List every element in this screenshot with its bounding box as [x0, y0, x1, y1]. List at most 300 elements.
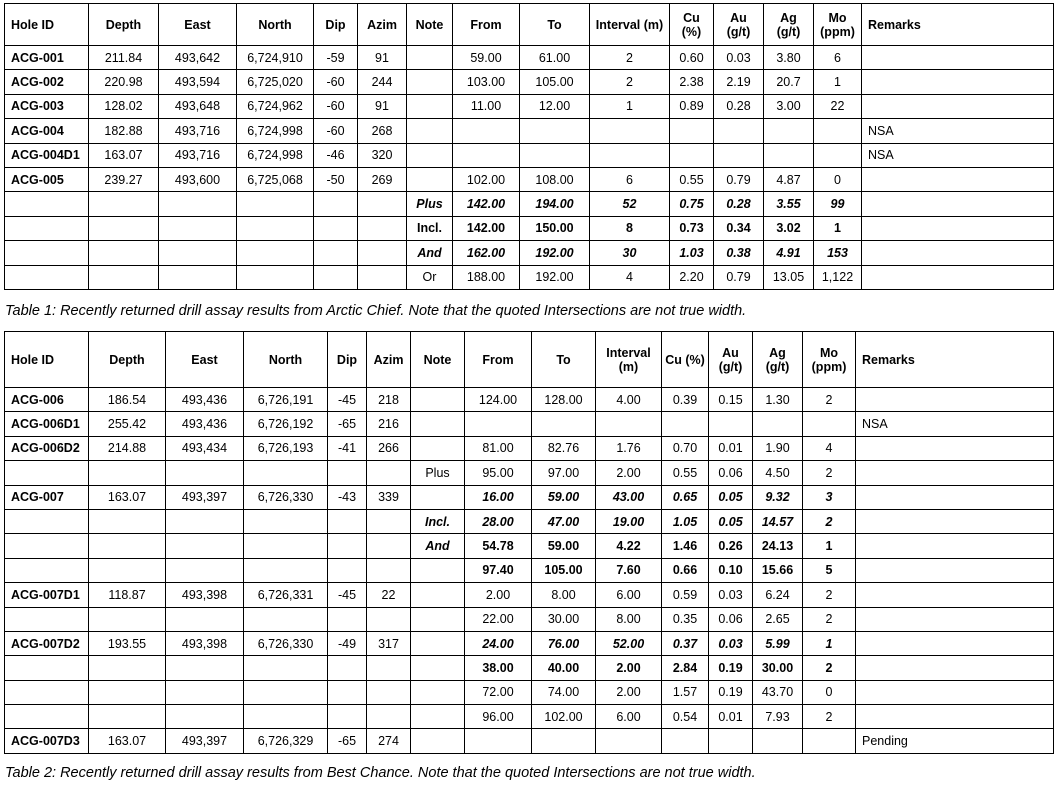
cell-depth: [89, 558, 166, 582]
cell-ag: 3.00: [764, 94, 814, 118]
cell-depth: 239.27: [89, 167, 159, 191]
cell-cu: 0.73: [670, 216, 714, 240]
cell-depth: 128.02: [89, 94, 159, 118]
table-header-row: [5, 4, 1054, 46]
cell-to: 102.00: [532, 705, 596, 729]
col-header-mo: Mo (ppm): [803, 332, 856, 388]
cell-cu: 1.05: [662, 509, 709, 533]
col-header-east: East: [166, 332, 244, 388]
cell-azim: [358, 241, 407, 265]
cell-interval: 1: [590, 94, 670, 118]
col-header-interval: Interval (m): [590, 4, 670, 46]
cell-east: 493,716: [159, 143, 237, 167]
cell-au: 0.79: [714, 265, 764, 289]
cell-north: 6,726,331: [244, 583, 328, 607]
cell-east: [166, 534, 244, 558]
cell-remarks: [856, 680, 1054, 704]
cell-from: [465, 412, 532, 436]
cell-note: [411, 607, 465, 631]
cell-depth: 214.88: [89, 436, 166, 460]
cell-hole: [5, 558, 89, 582]
cell-to: 74.00: [532, 680, 596, 704]
cell-cu: [662, 729, 709, 753]
col-header-from: From: [465, 332, 532, 388]
table-row: [5, 412, 1054, 436]
table-1-caption: Table 1: Recently returned drill assay results from Arctic Chief. Note that the quoted Intersections are not true width.: [5, 303, 747, 319]
cell-east: [159, 265, 237, 289]
cell-mo: 6: [814, 46, 862, 70]
table-row: [5, 216, 1054, 240]
cell-note: [411, 388, 465, 412]
cell-ag: 3.55: [764, 192, 814, 216]
cell-hole: [5, 241, 89, 265]
cell-hole: ACG-002: [5, 70, 89, 94]
table-row: [5, 583, 1054, 607]
cell-note: Incl.: [411, 509, 465, 533]
cell-cu: [670, 119, 714, 143]
cell-dip: [314, 265, 358, 289]
cell-to: [532, 729, 596, 753]
cell-au: 0.05: [709, 509, 753, 533]
cell-cu: 0.54: [662, 705, 709, 729]
table-row: [5, 192, 1054, 216]
cell-remarks: [856, 583, 1054, 607]
cell-interval: 6.00: [596, 583, 662, 607]
cell-from: 124.00: [465, 388, 532, 412]
cell-mo: 2: [803, 656, 856, 680]
cell-north: 6,725,068: [237, 167, 314, 191]
cell-au: 0.10: [709, 558, 753, 582]
cell-interval: 6.00: [596, 705, 662, 729]
cell-remarks: [856, 705, 1054, 729]
cell-azim: 320: [358, 143, 407, 167]
table-row: [5, 388, 1054, 412]
cell-depth: [89, 705, 166, 729]
cell-au: 0.03: [709, 583, 753, 607]
cell-dip: -41: [328, 436, 367, 460]
cell-ag: 5.99: [753, 631, 803, 655]
cell-ag: 30.00: [753, 656, 803, 680]
cell-azim: 339: [367, 485, 411, 509]
cell-au: 0.19: [709, 680, 753, 704]
cell-note: [411, 412, 465, 436]
cell-hole: [5, 461, 89, 485]
cell-east: [166, 509, 244, 533]
cell-ag: [764, 143, 814, 167]
cell-note: Or: [407, 265, 453, 289]
cell-dip: -60: [314, 94, 358, 118]
cell-north: [244, 461, 328, 485]
cell-mo: 0: [803, 680, 856, 704]
cell-au: 0.19: [709, 656, 753, 680]
table-row: [5, 485, 1054, 509]
cell-remarks: [862, 167, 1054, 191]
cell-remarks: [856, 509, 1054, 533]
cell-interval: 19.00: [596, 509, 662, 533]
cell-note: [411, 583, 465, 607]
cell-ag: 4.87: [764, 167, 814, 191]
cell-remarks: [862, 46, 1054, 70]
cell-hole: [5, 534, 89, 558]
col-header-azim: Azim: [358, 4, 407, 46]
cell-from: 142.00: [453, 216, 520, 240]
col-header-interval: Interval (m): [596, 332, 662, 388]
cell-north: [244, 705, 328, 729]
cell-east: [166, 705, 244, 729]
cell-azim: [367, 680, 411, 704]
cell-dip: -60: [314, 119, 358, 143]
col-header-from: From: [453, 4, 520, 46]
cell-au: 0.26: [709, 534, 753, 558]
table-row: [5, 167, 1054, 191]
cell-azim: 268: [358, 119, 407, 143]
col-header-hole-id: Hole ID: [5, 4, 89, 46]
cell-ag: 14.57: [753, 509, 803, 533]
cell-cu: 0.75: [670, 192, 714, 216]
cell-east: 493,398: [166, 583, 244, 607]
table-row: [5, 265, 1054, 289]
cell-remarks: [856, 461, 1054, 485]
cell-au: [714, 143, 764, 167]
col-header-north: North: [237, 4, 314, 46]
cell-from: 22.00: [465, 607, 532, 631]
cell-au: 0.15: [709, 388, 753, 412]
cell-dip: [314, 192, 358, 216]
cell-from: 162.00: [453, 241, 520, 265]
cell-au: 0.03: [714, 46, 764, 70]
table-row: [5, 680, 1054, 704]
cell-hole: [5, 705, 89, 729]
cell-azim: 22: [367, 583, 411, 607]
cell-north: [244, 509, 328, 533]
cell-mo: 1: [803, 631, 856, 655]
cell-cu: 2.38: [670, 70, 714, 94]
cell-note: [407, 143, 453, 167]
cell-mo: 153: [814, 241, 862, 265]
cell-note: Incl.: [407, 216, 453, 240]
cell-au: 0.28: [714, 94, 764, 118]
cell-hole: [5, 656, 89, 680]
cell-hole: ACG-006D2: [5, 436, 89, 460]
cell-mo: [803, 412, 856, 436]
cell-from: 72.00: [465, 680, 532, 704]
cell-north: 6,726,193: [244, 436, 328, 460]
cell-north: 6,726,192: [244, 412, 328, 436]
cell-interval: 7.60: [596, 558, 662, 582]
table-row: [5, 241, 1054, 265]
cell-mo: 0: [814, 167, 862, 191]
cell-mo: 99: [814, 192, 862, 216]
cell-au: [714, 119, 764, 143]
cell-hole: [5, 192, 89, 216]
cell-interval: 6: [590, 167, 670, 191]
cell-from: 11.00: [453, 94, 520, 118]
table-header-row: [5, 332, 1054, 388]
cell-azim: [367, 534, 411, 558]
cell-azim: [367, 558, 411, 582]
cell-dip: -59: [314, 46, 358, 70]
cell-interval: [596, 412, 662, 436]
cell-north: 6,724,998: [237, 119, 314, 143]
cell-interval: 2.00: [596, 461, 662, 485]
cell-dip: -45: [328, 388, 367, 412]
cell-azim: 266: [367, 436, 411, 460]
cell-mo: [814, 119, 862, 143]
table-row: [5, 119, 1054, 143]
cell-note: [411, 436, 465, 460]
cell-to: 108.00: [520, 167, 590, 191]
col-header-hole-id: Hole ID: [5, 332, 89, 388]
cell-east: 493,434: [166, 436, 244, 460]
cell-ag: 1.90: [753, 436, 803, 460]
cell-azim: 274: [367, 729, 411, 753]
cell-interval: 52: [590, 192, 670, 216]
cell-azim: [358, 216, 407, 240]
cell-hole: ACG-004D1: [5, 143, 89, 167]
cell-hole: [5, 265, 89, 289]
cell-depth: 193.55: [89, 631, 166, 655]
cell-depth: [89, 680, 166, 704]
cell-from: [453, 119, 520, 143]
cell-ag: 2.65: [753, 607, 803, 631]
cell-to: 61.00: [520, 46, 590, 70]
cell-mo: 2: [803, 583, 856, 607]
cell-ag: 3.02: [764, 216, 814, 240]
cell-depth: 163.07: [89, 485, 166, 509]
cell-au: 0.01: [709, 436, 753, 460]
cell-remarks: [856, 388, 1054, 412]
cell-azim: [358, 265, 407, 289]
cell-note: [411, 558, 465, 582]
cell-interval: 8: [590, 216, 670, 240]
cell-depth: 211.84: [89, 46, 159, 70]
cell-from: 142.00: [453, 192, 520, 216]
col-header-note: Note: [411, 332, 465, 388]
cell-ag: [753, 729, 803, 753]
cell-north: 6,724,910: [237, 46, 314, 70]
cell-note: Plus: [411, 461, 465, 485]
table-row: [5, 558, 1054, 582]
cell-mo: 1: [814, 216, 862, 240]
cell-dip: [314, 216, 358, 240]
cell-depth: [89, 656, 166, 680]
cell-cu: 2.84: [662, 656, 709, 680]
table-row: [5, 729, 1054, 753]
cell-north: [237, 265, 314, 289]
cell-hole: [5, 509, 89, 533]
cell-to: 150.00: [520, 216, 590, 240]
cell-au: 0.34: [714, 216, 764, 240]
cell-cu: 0.60: [670, 46, 714, 70]
col-header-remarks: Remarks: [862, 4, 1054, 46]
cell-interval: 8.00: [596, 607, 662, 631]
cell-dip: -45: [328, 583, 367, 607]
cell-remarks: NSA: [856, 412, 1054, 436]
col-header-azim: Azim: [367, 332, 411, 388]
cell-cu: 1.57: [662, 680, 709, 704]
cell-from: 59.00: [453, 46, 520, 70]
cell-azim: [367, 705, 411, 729]
table-row: [5, 436, 1054, 460]
cell-north: 6,726,191: [244, 388, 328, 412]
cell-remarks: [862, 94, 1054, 118]
cell-north: 6,724,998: [237, 143, 314, 167]
table-row: [5, 631, 1054, 655]
cell-north: [237, 241, 314, 265]
cell-from: 54.78: [465, 534, 532, 558]
cell-hole: [5, 680, 89, 704]
cell-hole: ACG-006: [5, 388, 89, 412]
cell-dip: -46: [314, 143, 358, 167]
cell-to: [520, 143, 590, 167]
table-row: [5, 94, 1054, 118]
cell-to: 192.00: [520, 241, 590, 265]
cell-cu: 0.39: [662, 388, 709, 412]
cell-interval: 2.00: [596, 656, 662, 680]
cell-interval: [590, 119, 670, 143]
table-row: [5, 656, 1054, 680]
cell-mo: [814, 143, 862, 167]
cell-note: And: [411, 534, 465, 558]
cell-mo: 2: [803, 607, 856, 631]
cell-azim: 216: [367, 412, 411, 436]
cell-from: 96.00: [465, 705, 532, 729]
col-header-au: Au (g/t): [709, 332, 753, 388]
cell-interval: 30: [590, 241, 670, 265]
cell-dip: [328, 534, 367, 558]
table-row: [5, 46, 1054, 70]
cell-ag: 9.32: [753, 485, 803, 509]
cell-north: [244, 680, 328, 704]
cell-ag: 4.50: [753, 461, 803, 485]
cell-mo: 5: [803, 558, 856, 582]
cell-dip: [328, 705, 367, 729]
cell-from: 28.00: [465, 509, 532, 533]
cell-depth: 182.88: [89, 119, 159, 143]
table-row: [5, 70, 1054, 94]
cell-depth: [89, 241, 159, 265]
cell-hole: [5, 216, 89, 240]
cell-north: [244, 607, 328, 631]
cell-remarks: [862, 241, 1054, 265]
cell-interval: 4: [590, 265, 670, 289]
cell-east: 493,398: [166, 631, 244, 655]
cell-north: [237, 216, 314, 240]
cell-to: 128.00: [532, 388, 596, 412]
cell-cu: [662, 412, 709, 436]
cell-cu: 0.65: [662, 485, 709, 509]
cell-cu: 0.70: [662, 436, 709, 460]
cell-ag: 6.24: [753, 583, 803, 607]
cell-hole: ACG-007: [5, 485, 89, 509]
cell-ag: 15.66: [753, 558, 803, 582]
cell-azim: 244: [358, 70, 407, 94]
cell-from: 38.00: [465, 656, 532, 680]
cell-note: [407, 94, 453, 118]
cell-azim: [367, 607, 411, 631]
cell-cu: 2.20: [670, 265, 714, 289]
cell-east: [159, 192, 237, 216]
cell-north: [237, 192, 314, 216]
cell-north: 6,725,020: [237, 70, 314, 94]
cell-note: [407, 119, 453, 143]
cell-au: 0.06: [709, 607, 753, 631]
cell-north: [244, 558, 328, 582]
col-header-remarks: Remarks: [856, 332, 1054, 388]
cell-au: 2.19: [714, 70, 764, 94]
cell-remarks: [862, 265, 1054, 289]
cell-cu: 1.46: [662, 534, 709, 558]
cell-to: 59.00: [532, 485, 596, 509]
cell-ag: 43.70: [753, 680, 803, 704]
cell-hole: ACG-006D1: [5, 412, 89, 436]
cell-dip: -60: [314, 70, 358, 94]
cell-interval: 4.22: [596, 534, 662, 558]
cell-to: [532, 412, 596, 436]
cell-remarks: NSA: [862, 143, 1054, 167]
cell-ag: 3.80: [764, 46, 814, 70]
cell-from: 188.00: [453, 265, 520, 289]
cell-mo: 1: [803, 534, 856, 558]
cell-azim: 91: [358, 46, 407, 70]
cell-ag: [764, 119, 814, 143]
col-header-cu: Cu (%): [662, 332, 709, 388]
cell-remarks: [856, 607, 1054, 631]
cell-east: 493,436: [166, 412, 244, 436]
cell-au: 0.01: [709, 705, 753, 729]
cell-au: 0.79: [714, 167, 764, 191]
cell-from: 16.00: [465, 485, 532, 509]
cell-north: 6,726,330: [244, 631, 328, 655]
cell-to: 105.00: [532, 558, 596, 582]
cell-note: [411, 729, 465, 753]
cell-to: 97.00: [532, 461, 596, 485]
cell-interval: 2: [590, 70, 670, 94]
cell-mo: 4: [803, 436, 856, 460]
col-header-ag: Ag (g/t): [764, 4, 814, 46]
cell-dip: -50: [314, 167, 358, 191]
col-header-north: North: [244, 332, 328, 388]
cell-note: Plus: [407, 192, 453, 216]
cell-to: 105.00: [520, 70, 590, 94]
cell-au: [709, 412, 753, 436]
cell-azim: 91: [358, 94, 407, 118]
cell-interval: 1.76: [596, 436, 662, 460]
cell-cu: 0.37: [662, 631, 709, 655]
cell-cu: 0.89: [670, 94, 714, 118]
cell-dip: [314, 241, 358, 265]
cell-from: 81.00: [465, 436, 532, 460]
cell-from: [465, 729, 532, 753]
cell-hole: [5, 607, 89, 631]
cell-east: 493,436: [166, 388, 244, 412]
table-2-caption: Table 2: Recently returned drill assay results from Best Chance. Note that the quoted Intersections are not true width.: [5, 765, 756, 781]
col-header-dip: Dip: [328, 332, 367, 388]
cell-dip: -65: [328, 412, 367, 436]
cell-north: 6,724,962: [237, 94, 314, 118]
cell-dip: [328, 656, 367, 680]
cell-to: 30.00: [532, 607, 596, 631]
cell-remarks: [856, 656, 1054, 680]
cell-north: 6,726,330: [244, 485, 328, 509]
cell-dip: -49: [328, 631, 367, 655]
cell-remarks: [856, 534, 1054, 558]
cell-east: 493,716: [159, 119, 237, 143]
cell-depth: 163.07: [89, 143, 159, 167]
cell-east: 493,397: [166, 729, 244, 753]
assay-table-best-chance: [4, 331, 1054, 754]
cell-mo: 1: [814, 70, 862, 94]
